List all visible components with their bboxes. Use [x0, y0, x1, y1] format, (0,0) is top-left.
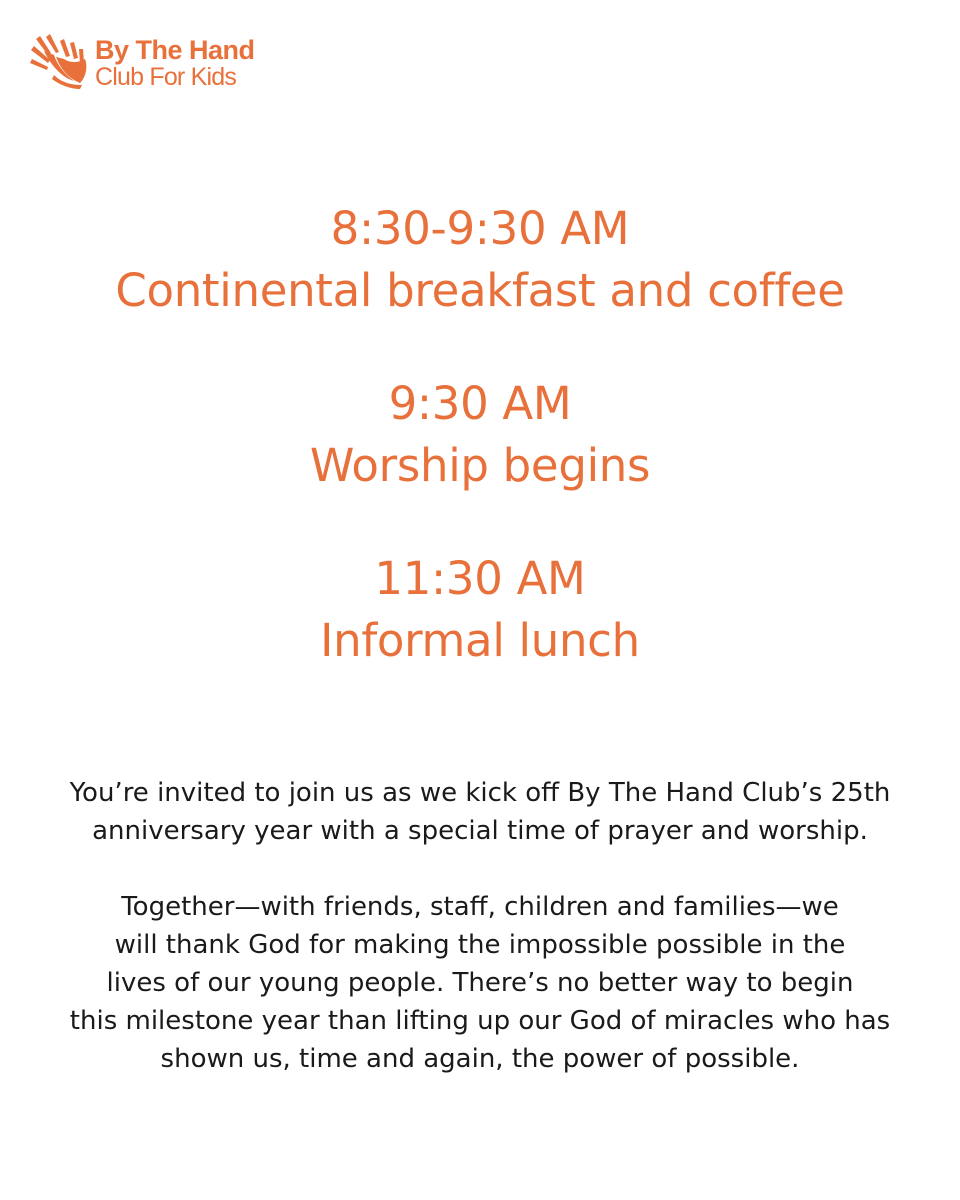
- schedule-time: 11:30 AM: [374, 552, 586, 605]
- logo-wordmark: [95, 33, 255, 90]
- schedule-item: [0, 373, 960, 497]
- paragraph-line: anniversary year with a special time of prayer and worship.: [92, 816, 868, 846]
- paragraph-line: You’re invited to join us as we kick off By The Hand Club’s 25th: [69, 778, 891, 808]
- paragraph-line: lives of our young people. There’s no better way to begin: [106, 968, 854, 998]
- brand-logo: [30, 33, 255, 91]
- paragraph-line: Together—with friends, staff, children and families—we: [121, 892, 839, 922]
- hands-logo-icon: [30, 33, 90, 91]
- invitation-text: [40, 774, 920, 1116]
- paragraph-line: this milestone year than lifting up our God of miracles who has: [69, 1006, 891, 1036]
- paragraph-line: will thank God for making the impossible possible in the: [114, 930, 846, 960]
- schedule-activity: Continental breakfast and coffee: [115, 264, 845, 317]
- invitation-paragraph: [40, 888, 920, 1078]
- schedule-time: 8:30-9:30 AM: [330, 202, 630, 255]
- schedule-activity: Worship begins: [309, 439, 651, 492]
- paragraph-line: shown us, time and again, the power of possible.: [160, 1044, 800, 1074]
- event-schedule: [0, 198, 960, 723]
- logo-title: By The Hand: [95, 35, 255, 65]
- schedule-time: 9:30 AM: [388, 377, 572, 430]
- schedule-activity: Informal lunch: [320, 614, 640, 667]
- logo-subtitle: Club For Kids: [95, 63, 237, 91]
- schedule-item: [0, 548, 960, 672]
- schedule-item: [0, 198, 960, 322]
- invitation-paragraph: [40, 774, 920, 850]
